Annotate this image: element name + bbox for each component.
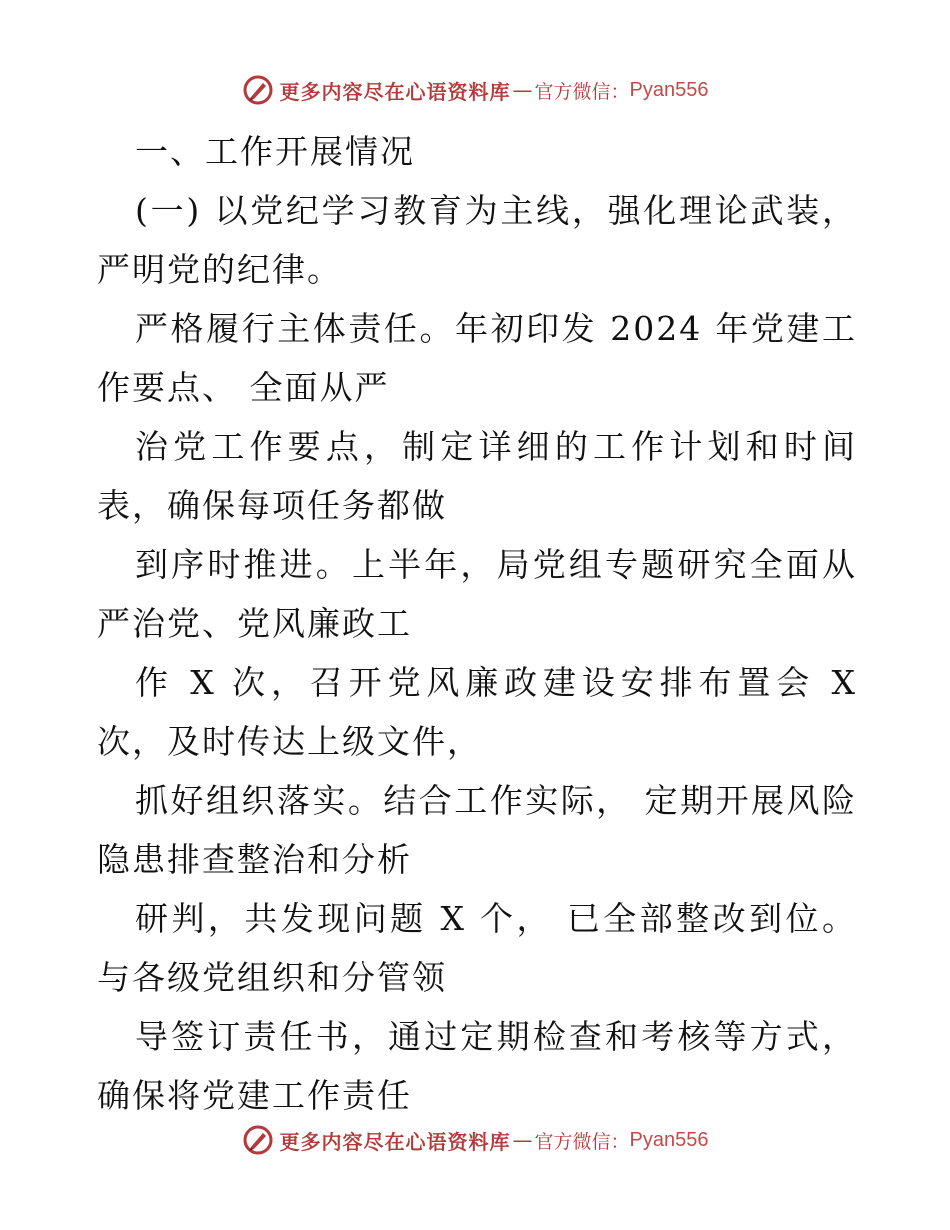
watermark-lead-text: 更多内容尽在心语资料库 — [279, 79, 511, 104]
paragraph-3: 治党工作要点，制定详细的工作计划和时间表，确保每项任务都做 — [97, 427, 857, 525]
watermark-separator: — — [512, 1128, 533, 1152]
section-heading: 一、工作开展情况 — [135, 132, 415, 171]
paragraph-5: 作 X 次，召开党风廉政建设安排布置会 X 次，及时传达上级文件， — [97, 663, 857, 761]
watermark-wechat-id: Pyan556 — [629, 1128, 709, 1151]
watermark-official-label: 官方微信： — [534, 80, 630, 103]
watermark-wechat-id: Pyan556 — [629, 78, 709, 101]
paragraph-7: 研判，共发现问题 X 个， 已全部整改到位。与各级党组织和分管领 — [97, 899, 857, 997]
paragraph-1: (一) 以党纪学习教育为主线，强化理论武装，严明党的纪律。 — [97, 191, 857, 289]
watermark-official-label: 官方微信： — [534, 1130, 630, 1153]
watermark-banner-top — [0, 70, 950, 110]
pen-logo-icon — [242, 1124, 274, 1156]
paragraph-4: 到序时推进。上半年，局党组专题研究全面从严治党、党风廉政工 — [97, 545, 857, 643]
pen-logo-icon — [242, 74, 274, 106]
watermark-separator: — — [512, 78, 533, 102]
paragraph-8: 导签订责任书，通过定期检查和考核等方式，确保将党建工作责任 — [97, 1017, 857, 1115]
watermark-lead-text: 更多内容尽在心语资料库 — [279, 1129, 511, 1154]
paragraph-2: 严格履行主体责任。年初印发 2024 年党建工作要点、 全面从严 — [97, 309, 857, 407]
paragraph-6: 抓好组织落实。结合工作实际， 定期开展风险隐患排查整治和分析 — [97, 781, 857, 879]
watermark-banner-bottom — [0, 1120, 950, 1160]
document-body — [97, 122, 857, 1125]
